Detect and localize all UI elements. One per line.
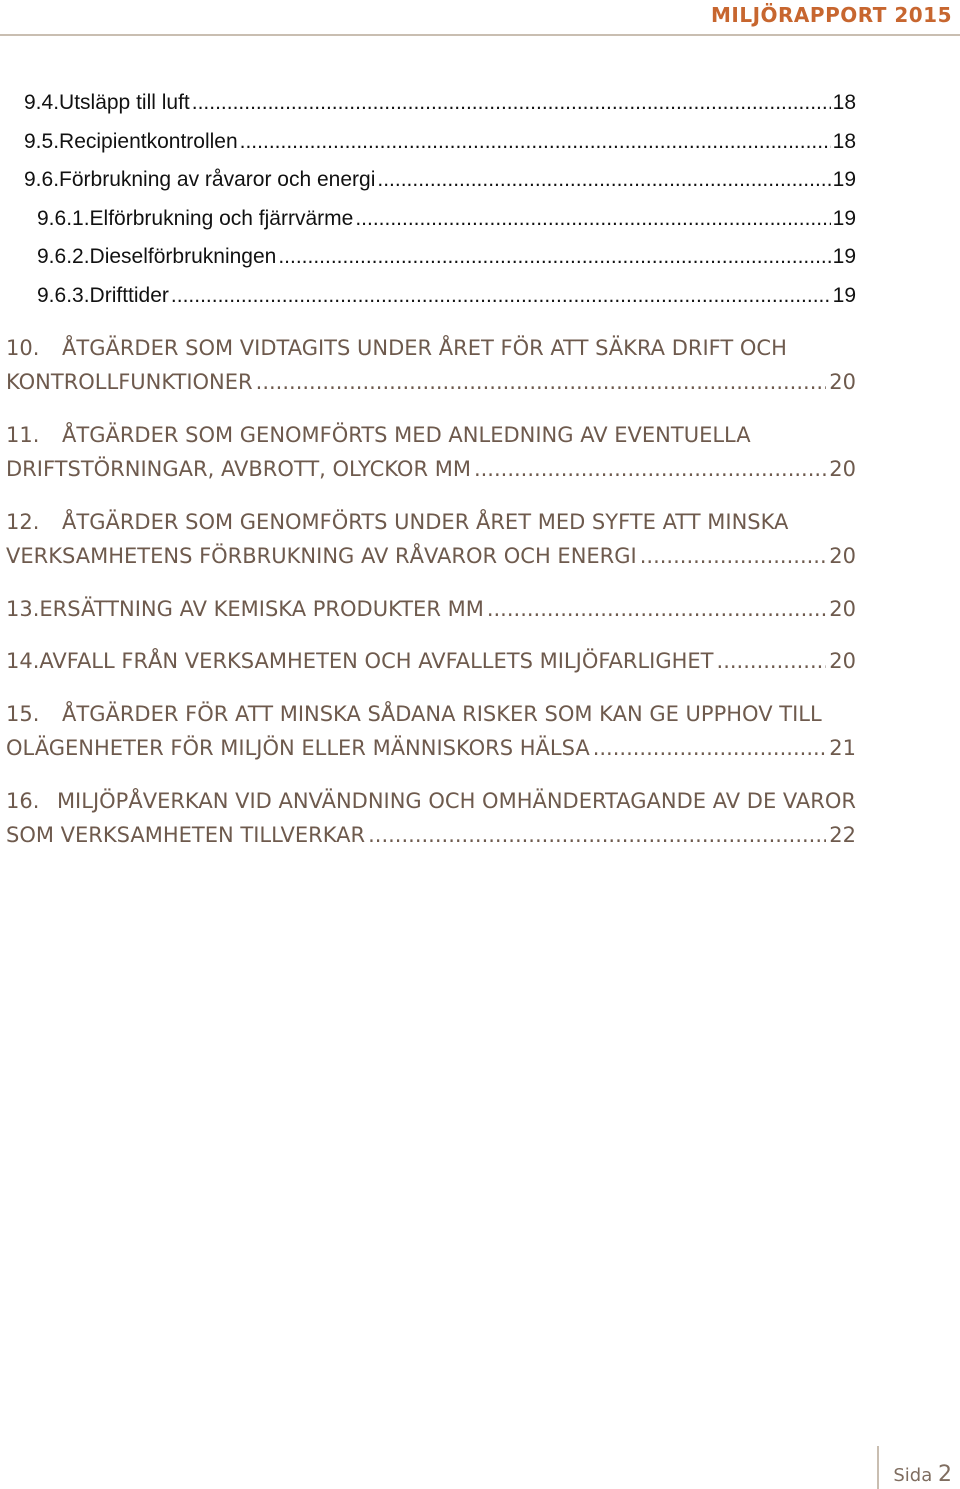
toc-entry-title: Recipientkontrollen — [59, 130, 238, 153]
toc-dot-leader — [593, 736, 827, 760]
toc-entry-title-line1: ÅTGÄRDER SOM GENOMFÖRTS MED ANLEDNING AV EVENTUELLA — [62, 423, 751, 447]
toc-entry-number: 11. — [6, 423, 40, 447]
toc-dot-leader — [278, 245, 830, 269]
toc-entry-title-line1: ÅTGÄRDER SOM GENOMFÖRTS UNDER ÅRET MED SYFTE ATT MINSKA — [62, 510, 789, 534]
toc-entry-11[interactable] — [6, 423, 856, 491]
toc-entry-title-line2: KONTROLLFUNKTIONER — [6, 370, 253, 394]
toc-entry-page: 19 — [832, 168, 856, 191]
toc-dot-leader — [192, 91, 831, 115]
toc-entry-page: 20 — [829, 597, 856, 621]
page-footer — [893, 1462, 952, 1487]
toc-entry-number: 16. — [6, 789, 40, 813]
footer-page-number: 2 — [938, 1462, 952, 1487]
toc-entry-title-line2: OLÄGENHETER FÖR MILJÖN ELLER MÄNNISKORS HÄLSA — [6, 736, 590, 760]
toc-entry-number: 9.5. — [24, 130, 60, 153]
toc-entry-title-line1: MILJÖPÅVERKAN VID ANVÄNDNING OCH OMHÄNDERTAGANDE AV DE VAROR — [56, 789, 856, 813]
toc-entry-page: 20 — [829, 457, 856, 481]
toc-dot-leader — [487, 597, 826, 621]
toc-entry-14[interactable] — [6, 649, 856, 683]
toc-entry-title: Utsläpp till luft — [59, 91, 190, 114]
toc-entry-number: 15. — [6, 702, 40, 726]
toc-entry-number: 9.4. — [24, 91, 60, 114]
toc-dot-leader — [240, 130, 831, 154]
toc-entry-page: 20 — [829, 370, 856, 394]
toc-entry-title-line2: SOM VERKSAMHETEN TILLVERKAR — [6, 823, 366, 847]
toc-entry-page: 19 — [832, 245, 856, 268]
toc-entry-title: Elförbrukning och fjärrvärme — [89, 207, 354, 230]
toc-entry-number: 9.6.1. — [37, 207, 90, 230]
toc-entry-number: 9.6. — [24, 168, 60, 191]
toc-dot-leader — [256, 370, 827, 394]
toc-entry-title-line2: DRIFTSTÖRNINGAR, AVBROTT, OLYCKOR MM — [6, 457, 471, 481]
toc-entry-page: 20 — [829, 649, 856, 673]
toc-entry-number: 14. — [6, 649, 40, 673]
toc-entry-9-6-1[interactable] — [37, 207, 856, 237]
toc-entry-number: 10. — [6, 336, 40, 360]
toc-entry-number: 13. — [6, 597, 40, 621]
toc-entry-number: 12. — [6, 510, 40, 534]
toc-dot-leader — [171, 284, 831, 308]
toc-entry-9-6-2[interactable] — [37, 245, 856, 275]
toc-dot-leader — [474, 457, 826, 481]
toc-entry-title: Drifttider — [89, 284, 169, 307]
toc-entry-page: 22 — [829, 823, 856, 847]
toc-entry-13[interactable] — [6, 597, 856, 631]
toc-entry-9-6[interactable] — [24, 168, 856, 198]
toc-entry-title: AVFALL FRÅN VERKSAMHETEN OCH AVFALLETS MILJÖFARLIGHET — [39, 649, 714, 673]
toc-entry-title-line1: ÅTGÄRDER SOM VIDTAGITS UNDER ÅRET FÖR ATT SÄKRA DRIFT OCH — [62, 336, 787, 360]
toc-entry-page: 18 — [832, 130, 856, 153]
toc-entry-title: Dieselförbrukningen — [89, 245, 277, 268]
toc-entry-page: 18 — [832, 91, 856, 114]
page-header-title: MILJÖRAPPORT 2015 — [711, 3, 952, 27]
toc-dot-leader — [368, 823, 826, 847]
toc-dot-leader — [717, 649, 827, 673]
toc-entry-page: 21 — [829, 736, 856, 760]
toc-entry-9-6-3[interactable] — [37, 284, 856, 314]
toc-dot-leader — [640, 544, 827, 568]
toc-entry-16[interactable] — [6, 789, 856, 857]
toc-entry-12[interactable] — [6, 510, 856, 578]
toc-entry-15[interactable] — [6, 702, 856, 770]
footer-page-label: Sida — [893, 1465, 933, 1486]
toc-entry-title: ERSÄTTNING AV KEMISKA PRODUKTER MM — [39, 597, 484, 621]
toc-entry-page: 19 — [832, 207, 856, 230]
toc-entry-title-line2: VERKSAMHETENS FÖRBRUKNING AV RÅVAROR OCH ENERGI — [6, 544, 637, 568]
header-divider — [0, 34, 960, 36]
toc-entry-number: 9.6.3. — [37, 284, 90, 307]
toc-entry-page: 19 — [832, 284, 856, 307]
toc-entry-9-4[interactable] — [24, 91, 856, 121]
toc-entry-page: 20 — [829, 544, 856, 568]
toc-entry-title: Förbrukning av råvaror och energi — [59, 168, 376, 191]
toc-entry-number: 9.6.2. — [37, 245, 90, 268]
toc-dot-leader — [355, 207, 830, 231]
toc-entry-10[interactable] — [6, 336, 856, 404]
toc-dot-leader — [377, 168, 830, 192]
footer-divider — [877, 1446, 879, 1489]
toc-entry-9-5[interactable] — [24, 130, 856, 160]
toc-entry-title-line1: ÅTGÄRDER FÖR ATT MINSKA SÅDANA RISKER SOM KAN GE UPPHOV TILL — [62, 702, 822, 726]
